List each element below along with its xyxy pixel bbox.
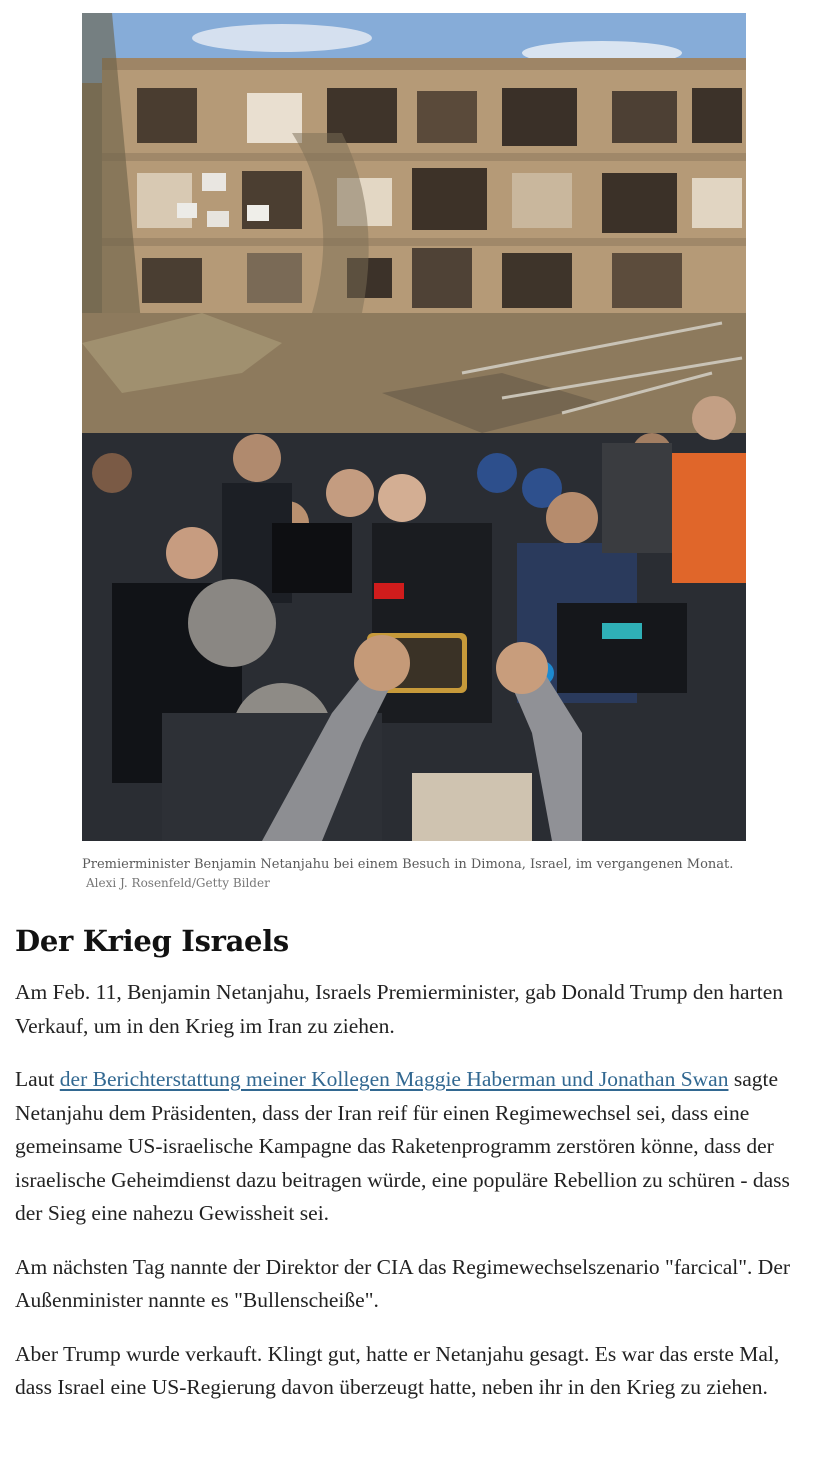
- paragraph-4: Aber Trump wurde verkauft. Klingt gut, hatte er Netanjahu gesagt. Es war das erste Mal, dass Israel eine US-Regierung davon überzeugt hatte, neben ihr in den Krieg zu ziehen.: [15, 1341, 780, 1399]
- reporting-link[interactable]: der Berichterstattung meiner Kollegen Maggie Haberman und Jonathan Swan: [59, 1067, 729, 1091]
- paragraph-1: Am Feb. 11, Benjamin Netanjahu, Israels Premierminister, gab Donald Trump den harten Verkauf, um in den Krieg im Iran zu ziehen.: [15, 980, 784, 1038]
- caption-text: Premierminister Benjamin Netanjahu bei einem Besuch in Dimona, Israel, im vergangenen Monat.: [82, 857, 734, 872]
- paragraph-2-text: sagte Netanjahu dem Präsidenten, dass der Iran reif für einen Regimewechsel sei, dass eine gemeinsame US-israelische Kampagne das Raketenprogramm zerstören könne, dass der israelische Geheimdienst dazu beitragen würde, eine populäre Rebellion zu schüren - dass der Sieg eine nahezu Gewissheit sei.: [15, 1067, 790, 1225]
- orange-vest: [672, 453, 746, 583]
- article-photo: [82, 13, 746, 841]
- paragraph-2-prefix: Laut: [15, 1067, 60, 1091]
- photo-illustration: [82, 13, 746, 841]
- paragraph-3: Am nächsten Tag nannte der Direktor der CIA das Regimewechselszenario "farcical". Der Außenminister nannte es "Bullenscheiße".: [15, 1254, 791, 1312]
- section-heading: Der Krieg Israels: [15, 924, 289, 958]
- paragraph-2: [15, 1063, 815, 1231]
- article-body: [15, 976, 815, 1425]
- photo-caption: [82, 855, 746, 893]
- photo-credit: Alexi J. Rosenfeld/Getty Bilder: [86, 876, 270, 890]
